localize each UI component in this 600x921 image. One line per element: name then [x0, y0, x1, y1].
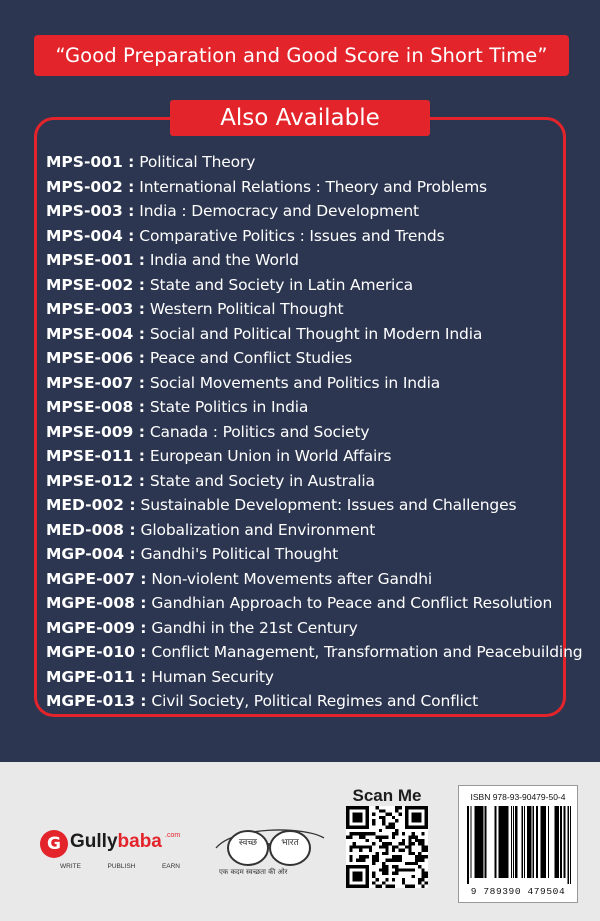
course-code: MPSE-012 : [46, 471, 145, 490]
list-item [46, 371, 566, 396]
isbn-label: ISBN 978-93-90479-50-4 [470, 792, 566, 802]
list-item [46, 444, 566, 469]
list-item [46, 322, 566, 347]
list-item [46, 273, 566, 298]
course-title: India : Democracy and Development [139, 202, 419, 220]
tagline-earn: EARN [161, 863, 180, 870]
course-code: MGPE-011 : [46, 667, 147, 686]
tagline-publish: PUBLISH [107, 863, 136, 870]
list-item [46, 224, 566, 249]
course-code: MGPE-010 : [46, 643, 147, 661]
course-title: Social Movements and Politics in India [149, 373, 441, 392]
list-item [46, 346, 566, 371]
list-item [46, 150, 566, 175]
course-code: MGPE-008 : [46, 594, 147, 612]
course-code: MGPE-009 : [46, 618, 147, 637]
list-item [46, 395, 566, 420]
wordmark-accent: baba [117, 831, 162, 852]
list-item [46, 493, 566, 518]
list-item [46, 689, 566, 714]
course-code: MPSE-004 : [46, 324, 145, 343]
course-title: State Politics in India [149, 398, 309, 416]
qr-code-icon[interactable] [346, 806, 428, 888]
list-item [46, 665, 566, 690]
list-item [46, 567, 566, 592]
course-code: MPSE-009 : [46, 422, 145, 441]
course-title: International Relations : Theory and Problems [139, 177, 487, 196]
list-item [46, 175, 566, 200]
course-code: MPS-003 : [46, 202, 135, 220]
list-item [46, 297, 566, 322]
course-code: MED-008 : [46, 520, 136, 539]
course-title: Non-violent Movements after Gandhi [151, 569, 433, 588]
course-code: MPSE-006 : [46, 349, 145, 367]
scan-me-label: Scan Me [352, 786, 422, 805]
course-title: Political Theory [139, 153, 256, 171]
course-title: Sustainable Development: Issues and Challenges [140, 496, 517, 514]
isbn-barcode [458, 785, 578, 903]
course-title: Canada : Politics and Society [149, 422, 370, 441]
course-code: MPSE-008 : [46, 398, 145, 416]
list-item [46, 640, 583, 665]
course-title: Civil Society, Political Regimes and Conflict [151, 692, 479, 710]
course-title: Social and Political Thought in Modern India [149, 324, 483, 343]
course-code: MPSE-011 : [46, 447, 145, 465]
wordmark-domain: .com [165, 832, 181, 839]
list-item [46, 542, 566, 567]
tagline-banner: “Good Preparation and Good Score in Short Time” [34, 35, 569, 76]
list-item [46, 248, 566, 273]
course-title: Gandhi's Political Thought [140, 545, 339, 563]
course-code: MPS-001 : [46, 153, 135, 171]
also-available-title: Also Available [170, 100, 430, 136]
gullybaba-logo [40, 830, 180, 870]
course-code: MPSE-003 : [46, 300, 145, 318]
list-item [46, 469, 566, 494]
course-title: Comparative Politics : Issues and Trends [139, 226, 445, 245]
gullybaba-wordmark [70, 831, 162, 853]
list-item [46, 420, 566, 445]
gullybaba-mark-icon: G [40, 830, 68, 858]
tagline-write: WRITE [60, 863, 81, 870]
course-code: MGPE-013 : [46, 692, 147, 710]
course-title: Human Security [151, 667, 274, 686]
course-code: MPSE-007 : [46, 373, 145, 392]
course-title: Gandhi in the 21st Century [151, 618, 358, 637]
barcode-icon [467, 806, 571, 884]
course-code: MPSE-002 : [46, 275, 145, 294]
course-title: State and Society in Latin America [149, 275, 413, 294]
course-code: MPS-002 : [46, 177, 135, 196]
isbn-digits: 9 789390 479504 [470, 886, 566, 897]
course-code: MPSE-001 : [46, 251, 145, 269]
wordmark-main: Gully [70, 831, 118, 852]
course-title: Globalization and Environment [140, 520, 376, 539]
publisher-tagline [60, 863, 180, 870]
list-item [46, 199, 566, 224]
course-title: European Union in World Affairs [149, 447, 392, 465]
title-list [46, 150, 583, 714]
list-item [46, 518, 566, 543]
course-title: Western Political Thought [149, 300, 344, 318]
course-title: Peace and Conflict Studies [149, 349, 353, 367]
bharat-word: भारत [281, 838, 299, 848]
course-code: MED-002 : [46, 496, 136, 514]
course-title: India and the World [149, 251, 299, 269]
course-title: Conflict Management, Transformation and Peacebuilding [151, 643, 583, 661]
course-code: MPS-004 : [46, 226, 135, 245]
course-code: MGPE-007 : [46, 569, 147, 588]
course-title: Gandhian Approach to Peace and Conflict Resolution [151, 594, 553, 612]
course-title: State and Society in Australia [149, 471, 375, 490]
list-item [46, 616, 566, 641]
swachh-caption: एक कदम स्वच्छता की ओर [219, 868, 288, 876]
list-item [46, 591, 566, 616]
course-code: MGP-004 : [46, 545, 136, 563]
swachh-word: स्वच्छ [238, 838, 258, 848]
